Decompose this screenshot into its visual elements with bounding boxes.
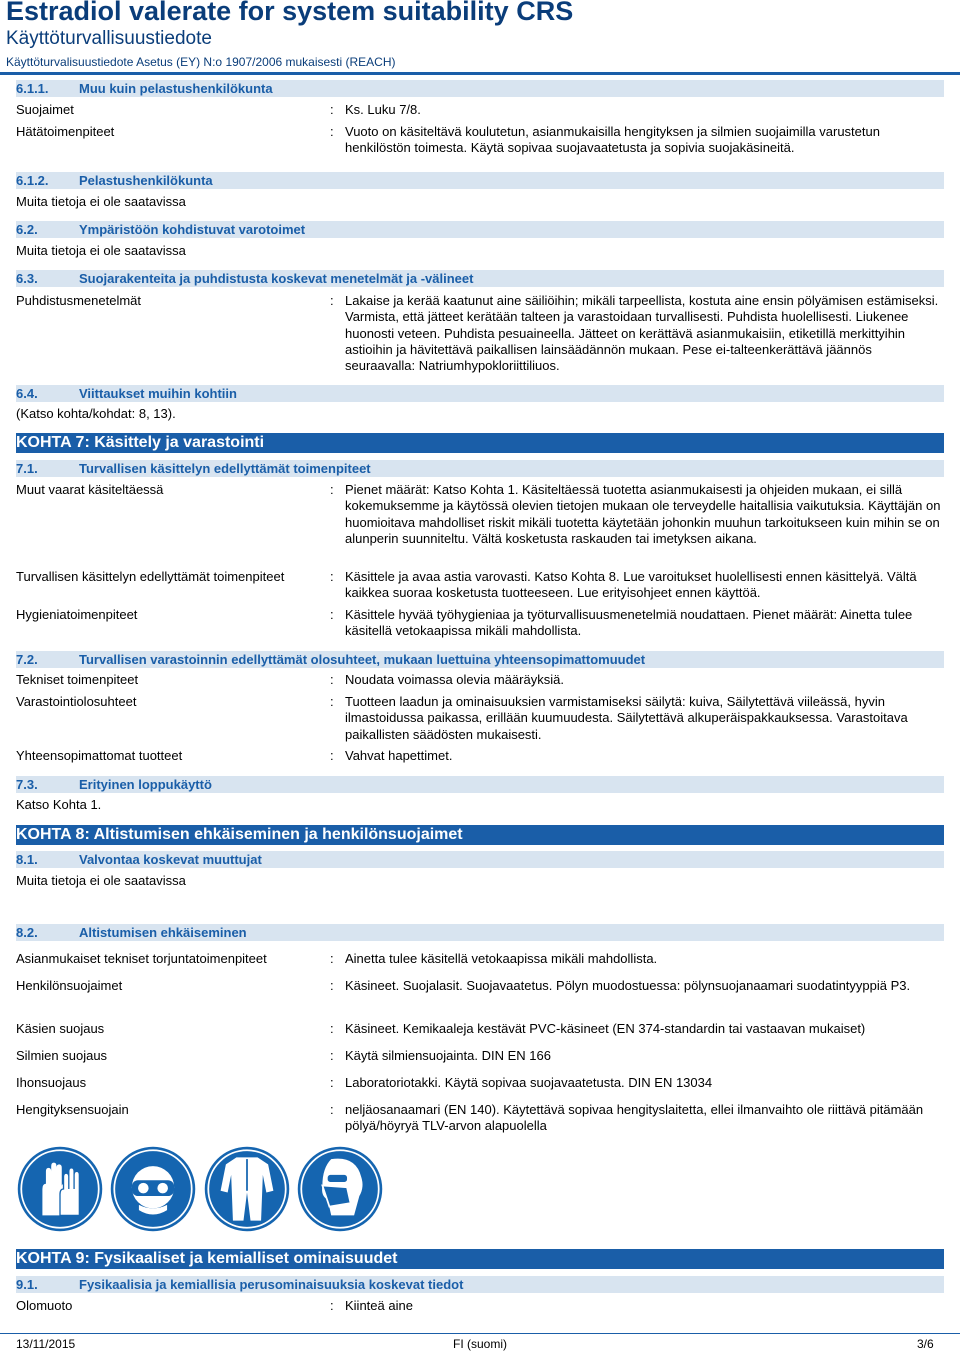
row-value: Pienet määrät: Katso Kohta 1. Käsiteltäessä tuotetta asianmukaisesti ja ohjeiden mukaan, ei sillä kokemuksemme ja käytössä olevien tietojen mukaan ole terveydelle haitallisia vaikutuksia. Käyttäjän on huomioitava mahdolliset riskit mikäli tuotetta käytetään johonkin muuhun tarkoitukseen kuin mihin se on alunperin suunniteltu. Vältä kosketusta raskauden tai imetyksen aikana. <box>345 482 941 546</box>
section-7-1-heading <box>16 460 944 477</box>
colon: : <box>330 978 334 993</box>
footer-page-number: 3/6 <box>917 1337 934 1351</box>
section-8-1-heading <box>16 851 944 868</box>
row-value: Käytä silmiensuojainta. DIN EN 166 <box>345 1048 551 1063</box>
reference-text: (Katso kohta/kohdat: 8, 13). <box>16 406 176 421</box>
goggles-icon <box>109 1145 197 1233</box>
section-title: Suojarakenteita ja puhdistusta koskevat menetelmät ja -välineet <box>79 271 474 286</box>
colon: : <box>330 293 334 308</box>
section-number: 7.1. <box>16 461 38 476</box>
kohta-title: KOHTA 9: Fysikaaliset ja kemialliset ominaisuudet <box>16 1250 398 1267</box>
row-value: Laboratoriotakki. Käytä sopivaa suojavaatetusta. DIN EN 13034 <box>345 1075 713 1090</box>
row-label: Yhteensopimattomat tuotteet <box>16 748 183 763</box>
kohta-title: KOHTA 8: Altistumisen ehkäiseminen ja henkilönsuojaimet <box>16 826 463 843</box>
section-title: Viittaukset muihin kohtiin <box>79 386 237 401</box>
row-label: Varastointiolosuhteet <box>16 694 137 709</box>
row-value: Käsittele ja avaa astia varovasti. Katso Kohta 8. Lue varoitukset huolellisesti ennen käsittelyä. Vältä kaikkea suoraa kosketusta tuotteeseen. Lue erityisohjeet ennen käyttöä. <box>345 569 917 601</box>
row-label: Hätätoimenpiteet <box>16 124 115 139</box>
row-label: Ihonsuojaus <box>16 1075 87 1090</box>
section-title: Turvallisen varastoinnin edellyttämät olosuhteet, mukaan luettuina yhteensopimattomuudet <box>79 652 646 667</box>
no-data-text: Muita tietoja ei ole saatavissa <box>16 194 186 209</box>
colon: : <box>330 124 334 139</box>
row-label: Henkilönsuojaimet <box>16 978 123 993</box>
colon: : <box>330 102 334 117</box>
row-label: Silmien suojaus <box>16 1048 108 1063</box>
colon: : <box>330 1048 334 1063</box>
section-number: 6.2. <box>16 222 38 237</box>
colon: : <box>330 1021 334 1036</box>
section-title: Altistumisen ehkäiseminen <box>79 925 247 940</box>
row-label: Hengityksensuojain <box>16 1102 129 1117</box>
kohta-7-bar <box>16 433 944 453</box>
section-number: 7.2. <box>16 652 38 667</box>
colon: : <box>330 569 334 584</box>
section-6-4-heading <box>16 385 944 402</box>
footer-language: FI (suomi) <box>453 1337 507 1351</box>
row-value: Vahvat hapettimet. <box>345 748 453 763</box>
section-title: Turvallisen käsittelyn edellyttämät toimenpiteet <box>79 461 371 476</box>
gloves-icon <box>16 1145 104 1233</box>
row-value: Kiinteä aine <box>345 1298 413 1313</box>
row-label: Turvallisen käsittelyn edellyttämät toimenpiteet <box>16 569 285 584</box>
section-number: 6.3. <box>16 271 38 286</box>
section-7-2-heading <box>16 651 944 668</box>
colon: : <box>330 607 334 622</box>
document-subtitle: Käyttöturvallisuustiedote <box>6 28 212 49</box>
header-divider <box>0 72 960 75</box>
row-value: Ks. Luku 7/8. <box>345 102 421 117</box>
section-number: 9.1. <box>16 1277 38 1292</box>
footer-divider <box>0 1333 960 1334</box>
row-label: Suojaimet <box>16 102 74 117</box>
colon: : <box>330 951 334 966</box>
colon: : <box>330 1075 334 1090</box>
protective-clothing-icon <box>203 1145 291 1233</box>
row-value: Tuotteen laadun ja ominaisuuksien varmistamiseksi säilytä: kuiva, Säilytettävä viileässä, hyvin ilmastoidussa paikassa, erillään kuumuudesta. Säilytettävä alkuperäispakkauksessa. Varastoitava paikallisten säädösten mukaisesti. <box>345 694 908 742</box>
dust-mask-icon <box>296 1145 384 1233</box>
section-title: Valvontaa koskevat muuttujat <box>79 852 262 867</box>
section-number: 8.2. <box>16 925 38 940</box>
section-number: 7.3. <box>16 777 38 792</box>
row-label: Puhdistusmenetelmät <box>16 293 142 308</box>
section-number: 6.4. <box>16 386 38 401</box>
colon: : <box>330 1102 334 1117</box>
section-number: 6.1.2. <box>16 173 49 188</box>
section-6-2-heading <box>16 221 944 238</box>
section-6-3-heading <box>16 270 944 287</box>
kohta-title: KOHTA 7: Käsittely ja varastointi <box>16 434 265 451</box>
section-6-1-2-heading <box>16 172 944 189</box>
row-value: Ainetta tulee käsitellä vetokaapissa mikäli mahdollista. <box>345 951 658 966</box>
no-data-text: Muita tietoja ei ole saatavissa <box>16 243 186 258</box>
row-label: Olomuoto <box>16 1298 73 1313</box>
row-label: Muut vaarat käsiteltäessä <box>16 482 164 497</box>
kohta-8-bar <box>16 825 944 845</box>
row-value: Käsittele hyvää työhygieniaa ja työturvallisuusmenetelmiä noudattaen. Pienet määrät: Ainetta tulee käsitellä vetokaapissa mikäli mahdollista. <box>345 607 913 639</box>
row-label: Asianmukaiset tekniset torjuntatoimenpiteet <box>16 951 267 966</box>
row-value: Käsineet. Suojalasit. Suojavaatetus. Pölyn muodostuessa: pölynsuojanaamari suodatintyyppiä P3. <box>345 978 911 993</box>
row-value: Käsineet. Kemikaaleja kestävät PVC-käsineet (EN 374-standardin tai vastaavan mukaiset) <box>345 1021 866 1036</box>
row-value: Vuoto on käsiteltävä koulutetun, asianmukaisilla hengityksen ja silmien suojaimilla varustetun henkilöstön toimesta. Käytä sopivaa suojavaatetusta ja sopivia suojakäsineitä. <box>345 124 880 156</box>
section-title: Erityinen loppukäyttö <box>79 777 212 792</box>
section-title: Pelastushenkilökunta <box>79 173 213 188</box>
section-title: Ympäristöön kohdistuvat varotoimet <box>79 222 306 237</box>
section-number: 6.1.1. <box>16 81 49 96</box>
section-6-1-1-heading <box>16 80 944 97</box>
regulation-line: Käyttöturvalisuustiedote Asetus (EY) N:o 1907/2006 mukaisesti (REACH) <box>6 55 396 69</box>
reference-text: Katso Kohta 1. <box>16 797 102 812</box>
section-title: Muu kuin pelastushenkilökunta <box>79 81 273 96</box>
colon: : <box>330 482 334 497</box>
no-data-text: Muita tietoja ei ole saatavissa <box>16 873 186 888</box>
colon: : <box>330 748 334 763</box>
colon: : <box>330 694 334 709</box>
section-8-2-heading <box>16 924 944 941</box>
row-value: Noudata voimassa olevia määräyksiä. <box>345 672 564 687</box>
section-number: 8.1. <box>16 852 38 867</box>
row-label: Käsien suojaus <box>16 1021 105 1036</box>
row-value: Lakaise ja kerää kaatunut aine säiliöihin; mikäli tarpeellista, kostuta aine ensin pölyämisen estämiseksi. Varmista, että jätteet kerätään talteen ja varastoidaan turvallisesti. Puhdista huolellisesti. Liukenee huonosti veteen. Puhdista pesuaineella. Jätteet on kerättävä asianmukaisiin, etiketillä merkittyihin astioihin ja hävitettävä paikallisen lainsäädännön mukaan. Pese ei-talteenkerättävä jäännös seuraavalla: Natriumhypokloriittiliuos. <box>345 293 939 374</box>
kohta-9-bar <box>16 1249 944 1269</box>
colon: : <box>330 672 334 687</box>
colon: : <box>330 1298 334 1313</box>
row-label: Hygieniatoimenpiteet <box>16 607 138 622</box>
section-7-3-heading <box>16 776 944 793</box>
row-value: neljäosanaamari (EN 140). Käytettävä sopivaa hengityslaitetta, ellei ilmanvaihto ole riittävä pitämään pölyä/höyryä TLV-arvon alapuolella <box>345 1102 924 1134</box>
footer-date: 13/11/2015 <box>16 1337 76 1351</box>
document-title: Estradiol valerate for system suitability CRS <box>6 0 574 26</box>
section-9-1-heading <box>16 1276 944 1293</box>
section-title: Fysikaalisia ja kemiallisia perusominaisuuksia koskevat tiedot <box>79 1277 464 1292</box>
row-label: Tekniset toimenpiteet <box>16 672 139 687</box>
